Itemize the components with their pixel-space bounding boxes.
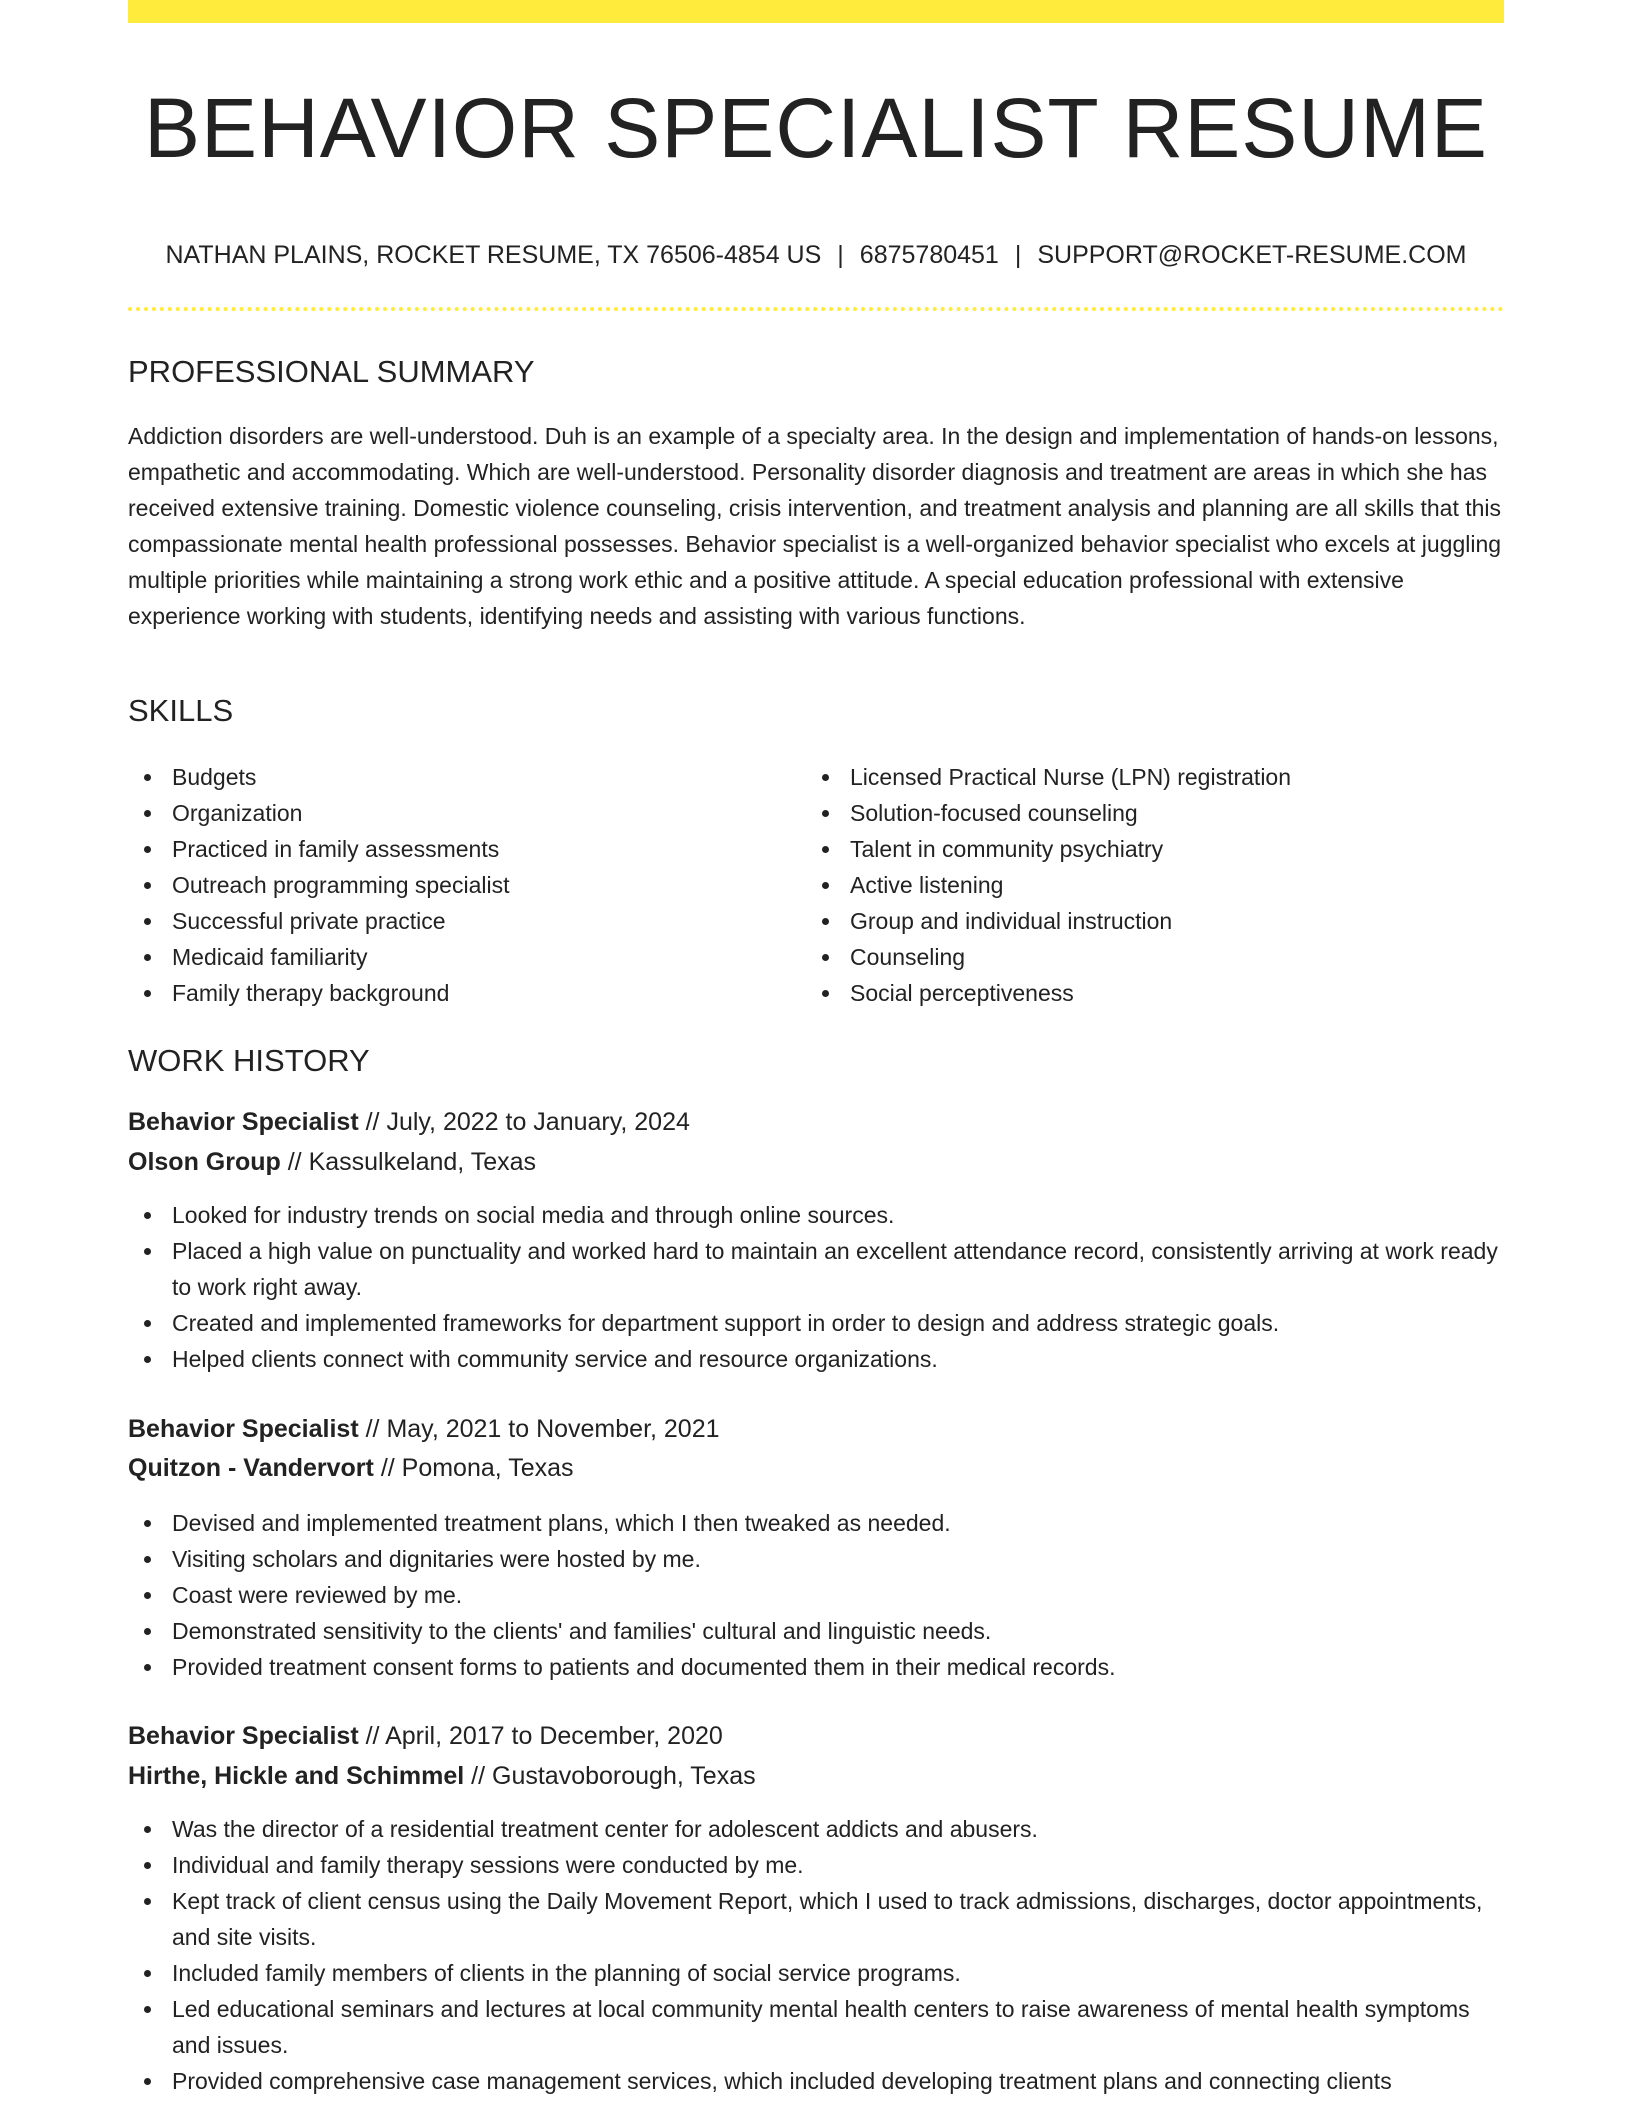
skills-list-right <box>806 759 1482 1011</box>
contact-email: SUPPORT@ROCKET-RESUME.COM <box>1037 241 1467 269</box>
job-bullet: Kept track of client census using the Daily Movement Report, which I used to track admissions, discharges, doctor appointments, and site visits. <box>128 1883 1504 1955</box>
skill-item: Social perceptiveness <box>806 975 1482 1011</box>
skill-item: Organization <box>128 795 804 831</box>
skill-item: Group and individual instruction <box>806 903 1482 939</box>
job-bullet: Demonstrated sensitivity to the clients' and families' cultural and linguistic needs. <box>128 1613 1504 1649</box>
resume-page <box>128 0 1504 2094</box>
skill-item: Outreach programming specialist <box>128 867 804 903</box>
contact-separator: | <box>837 241 844 269</box>
summary-heading: PROFESSIONAL SUMMARY <box>128 354 535 389</box>
skill-item: Family therapy background <box>128 975 804 1011</box>
skill-item: Active listening <box>806 867 1482 903</box>
job-dates: // May, 2021 to November, 2021 <box>365 1415 720 1443</box>
contact-address: NATHAN PLAINS, ROCKET RESUME, TX 76506-4854 US <box>165 241 822 269</box>
skills-list-left <box>128 759 804 1011</box>
job-company-line <box>128 1448 574 1488</box>
job-bullet: Included family members of clients in the planning of social service programs. <box>128 1955 1504 1991</box>
top-accent-bar <box>128 0 1504 23</box>
skill-item: Solution-focused counseling <box>806 795 1482 831</box>
contact-line <box>128 238 1504 272</box>
job-title: Behavior Specialist <box>128 1108 359 1136</box>
job-bullet: Was the director of a residential treatment center for adolescent addicts and abusers. <box>128 1811 1504 1847</box>
job-company-line <box>128 1756 756 1796</box>
job-bullet: Created and implemented frameworks for department support in order to design and address strategic goals. <box>128 1305 1504 1341</box>
skill-item: Talent in community psychiatry <box>806 831 1482 867</box>
job-bullet: Looked for industry trends on social media and through online sources. <box>128 1197 1504 1233</box>
job-company-line <box>128 1142 536 1182</box>
job-bullet: Provided treatment consent forms to patients and documented them in their medical records. <box>128 1649 1504 1685</box>
skill-item: Licensed Practical Nurse (LPN) registration <box>806 759 1482 795</box>
job-bullet: Coast were reviewed by me. <box>128 1577 1504 1613</box>
job-company: Hirthe, Hickle and Schimmel <box>128 1762 465 1790</box>
skill-item: Successful private practice <box>128 903 804 939</box>
work-history-heading: WORK HISTORY <box>128 1043 370 1078</box>
job-bullet: Devised and implemented treatment plans, which I then tweaked as needed. <box>128 1505 1504 1541</box>
job-bullet: Visiting scholars and dignitaries were hosted by me. <box>128 1541 1504 1577</box>
job-dates: // April, 2017 to December, 2020 <box>365 1722 723 1750</box>
job-bullet: Placed a high value on punctuality and worked hard to maintain an excellent attendance record, consistently arriving at work ready to work right away. <box>128 1233 1504 1305</box>
skill-item: Medicaid familiarity <box>128 939 804 975</box>
job-company: Olson Group <box>128 1148 281 1176</box>
resume-title: BEHAVIOR SPECIALIST RESUME <box>144 81 1488 175</box>
job-location: // Pomona, Texas <box>380 1454 574 1482</box>
job-title-line <box>128 1102 690 1142</box>
skill-item: Practiced in family assessments <box>128 831 804 867</box>
skill-item: Budgets <box>128 759 804 795</box>
summary-text: Addiction disorders are well-understood. Duh is an example of a specialty area. In the design and implementation of hands-on lessons, empathetic and accommodating. Which are well-understood. Personality disorder diagnosis and treatment are areas in which she has received extensive training. Domestic violence counseling, crisis intervention, and treatment analysis and planning are all skills that this compassionate mental health professional possesses. Behavior specialist is a well-organized behavior specialist who excels at juggling multiple priorities while maintaining a strong work ethic and a positive attitude. A special education professional with extensive experience working with students, identifying needs and assisting with various functions. <box>128 423 1502 629</box>
job-location: // Kassulkeland, Texas <box>287 1148 537 1176</box>
contact-phone: 6875780451 <box>859 241 999 269</box>
header-divider <box>128 307 1504 311</box>
job-bullet: Helped clients connect with community service and resource organizations. <box>128 1341 1504 1377</box>
job-location: // Gustavoborough, Texas <box>471 1762 756 1790</box>
job-bullet: Individual and family therapy sessions were conducted by me. <box>128 1847 1504 1883</box>
contact-separator: | <box>1014 241 1022 269</box>
job-dates: // July, 2022 to January, 2024 <box>365 1108 690 1136</box>
skills-heading: SKILLS <box>128 693 234 728</box>
job-title: Behavior Specialist <box>128 1722 359 1750</box>
skill-item: Counseling <box>806 939 1482 975</box>
job-bullet: Provided comprehensive case management services, which included developing treatment plans and connecting clients <box>128 2063 1504 2099</box>
job-title: Behavior Specialist <box>128 1415 359 1443</box>
job-bullets <box>128 1197 1504 1377</box>
job-bullets <box>128 1811 1504 2099</box>
job-title-line <box>128 1409 720 1449</box>
job-bullet: Led educational seminars and lectures at local community mental health centers to raise awareness of mental health symptoms and issues. <box>128 1991 1504 2063</box>
job-company: Quitzon - Vandervort <box>128 1454 374 1482</box>
job-bullets <box>128 1505 1504 1685</box>
job-title-line <box>128 1716 723 1756</box>
